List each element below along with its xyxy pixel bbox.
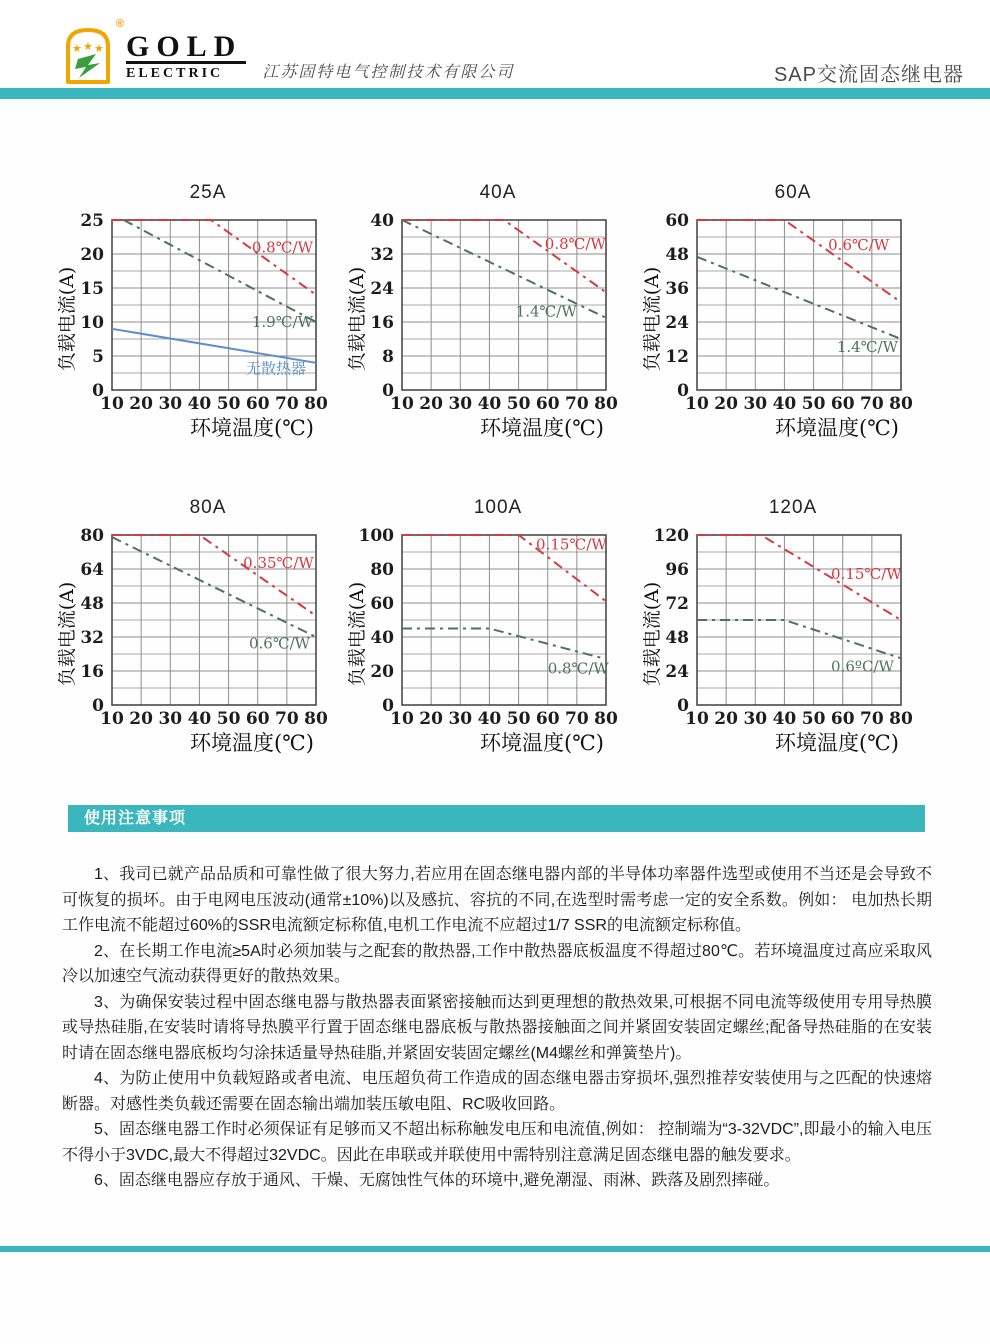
series-label: 1.4℃/W xyxy=(515,302,577,321)
x-tick-label: 30 xyxy=(158,709,183,729)
y-axis-title: 负载电流(A) xyxy=(643,581,663,687)
y-tick-label: 40 xyxy=(370,211,394,231)
y-tick-label: 20 xyxy=(370,662,394,682)
x-tick-label: 50 xyxy=(801,394,826,414)
series-line xyxy=(697,620,901,658)
y-tick-label: 48 xyxy=(665,245,689,265)
y-tick-label: 16 xyxy=(80,662,104,682)
chart-canvas xyxy=(58,206,358,442)
x-tick-label: 70 xyxy=(275,394,299,414)
series-label: 0.8℃/W xyxy=(251,238,313,257)
x-tick-label: 40 xyxy=(477,394,502,414)
derating-chart-60a xyxy=(643,182,943,447)
x-tick-label: 40 xyxy=(187,709,212,729)
note-item-2: 2、在长期工作电流≥5A时必须加装与之配套的散热器,工作中散热器底板温度不得超过80℃。若环境温度过高应采取风冷以加速空气流动获得更好的散热效果。 xyxy=(62,942,932,985)
x-tick-label: 30 xyxy=(158,394,183,414)
x-tick-label: 80 xyxy=(889,394,913,414)
x-axis-title: 环境温度(℃) xyxy=(190,731,314,755)
y-tick-label: 100 xyxy=(358,526,394,546)
y-tick-label: 72 xyxy=(665,594,689,614)
x-tick-label: 80 xyxy=(304,394,328,414)
y-tick-label: 0 xyxy=(92,696,104,716)
series-label: 0.15℃/W xyxy=(536,535,607,554)
x-tick-label: 10 xyxy=(100,394,124,414)
series-line xyxy=(112,220,316,295)
note-item-4: 4、为防止使用中负载短路或者电流、电压超负荷工作造成的固态继电器击穿损坏,强烈推荐安装使用与之匹配的快速熔断器。对感性类负载还需要在固态输出端加装压敏电阻、RC吸收回路。 xyxy=(62,1070,932,1113)
y-tick-label: 40 xyxy=(370,628,394,648)
y-tick-label: 20 xyxy=(80,245,104,265)
y-tick-label: 48 xyxy=(80,594,104,614)
y-axis-title: 负载电流(A) xyxy=(58,266,78,372)
chart-title: 40A xyxy=(479,182,517,203)
y-axis-title: 负载电流(A) xyxy=(58,581,78,687)
x-axis-title: 环境温度(℃) xyxy=(190,416,314,440)
usage-notes-body xyxy=(62,862,932,1194)
x-tick-label: 70 xyxy=(275,709,299,729)
x-axis-title: 环境温度(℃) xyxy=(480,416,604,440)
x-tick-label: 40 xyxy=(477,709,502,729)
series-line xyxy=(112,535,316,616)
y-tick-label: 0 xyxy=(677,381,689,401)
x-tick-label: 30 xyxy=(448,709,473,729)
section-header-usage-notes: 使用注意事项 xyxy=(68,805,925,832)
svg-text:★: ★ xyxy=(83,40,93,53)
x-tick-label: 50 xyxy=(216,709,241,729)
y-tick-label: 120 xyxy=(653,526,689,546)
x-tick-label: 50 xyxy=(216,394,241,414)
y-tick-label: 24 xyxy=(370,279,394,299)
y-tick-label: 12 xyxy=(665,347,689,367)
svg-text:★: ★ xyxy=(72,42,82,55)
x-tick-label: 80 xyxy=(304,709,328,729)
x-tick-label: 10 xyxy=(100,709,124,729)
x-tick-label: 60 xyxy=(245,709,270,729)
y-axis-title: 负载电流(A) xyxy=(348,266,368,372)
gold-electric-logo-icon xyxy=(64,18,124,84)
company-name: 江苏固特电气控制技术有限公司 xyxy=(262,62,515,81)
x-tick-label: 80 xyxy=(594,394,618,414)
y-tick-label: 16 xyxy=(370,313,394,333)
chart-title: 100A xyxy=(473,497,523,518)
x-tick-label: 10 xyxy=(390,709,414,729)
x-tick-label: 40 xyxy=(772,709,797,729)
derating-chart-40a xyxy=(348,182,648,447)
derating-chart-100a xyxy=(348,497,648,762)
note-item-3: 3、为确保安装过程中固态继电器与散热器表面紧密接触而达到更理想的散热效果,可根据不同电流等级使用专用导热膜或导热硅脂,在安装时请将导热膜平行置于固态继电器底板与散热器接触面之间并紧固安装固定螺丝;配备导热硅脂的在安装时请在固态继电器底板均匀涂抹适量导热硅脂,并紧固安装固定螺丝(M4螺丝和弹簧垫片)。 xyxy=(62,993,932,1062)
y-tick-label: 10 xyxy=(80,313,104,333)
y-tick-label: 32 xyxy=(370,245,394,265)
chart-canvas xyxy=(348,206,648,442)
x-tick-label: 60 xyxy=(535,394,560,414)
series-line xyxy=(697,257,901,339)
footer-divider-bar xyxy=(0,1246,990,1252)
chart-canvas xyxy=(58,521,358,757)
series-label: 0.8℃/W xyxy=(544,234,606,253)
y-tick-label: 32 xyxy=(80,628,104,648)
svg-text:★: ★ xyxy=(94,42,104,55)
x-tick-label: 10 xyxy=(685,394,709,414)
series-label: 无散热器 xyxy=(246,359,307,378)
y-axis-title: 负载电流(A) xyxy=(643,266,663,372)
y-tick-label: 24 xyxy=(665,313,689,333)
y-tick-label: 36 xyxy=(665,279,689,299)
x-tick-label: 70 xyxy=(860,709,884,729)
x-tick-label: 20 xyxy=(129,394,153,414)
y-tick-label: 15 xyxy=(80,279,104,299)
y-tick-label: 60 xyxy=(665,211,689,231)
y-tick-label: 48 xyxy=(665,628,689,648)
series-label: 0.6℃/W xyxy=(248,634,311,653)
series-line xyxy=(112,329,316,363)
series-label: 1.4℃/W xyxy=(836,337,898,356)
y-tick-label: 0 xyxy=(92,381,104,401)
product-series-title: SAP交流固态继电器 xyxy=(773,64,964,86)
note-item-6: 6、固态继电器应存放于通风、干燥、无腐蚀性气体的环境中,避免潮湿、雨淋、跌落及剧烈摔碰。 xyxy=(94,1172,780,1189)
series-line xyxy=(402,220,606,292)
x-tick-label: 50 xyxy=(506,394,531,414)
logo-gold-text: GOLD xyxy=(126,33,246,64)
x-tick-label: 20 xyxy=(714,394,738,414)
x-tick-label: 30 xyxy=(743,394,768,414)
y-tick-label: 80 xyxy=(80,526,104,546)
y-tick-label: 5 xyxy=(92,347,104,367)
y-tick-label: 60 xyxy=(370,594,394,614)
chart-title: 60A xyxy=(774,182,812,203)
x-tick-label: 30 xyxy=(448,394,473,414)
x-tick-label: 10 xyxy=(390,394,414,414)
x-tick-label: 80 xyxy=(889,709,913,729)
chart-title: 25A xyxy=(189,182,227,203)
x-axis-title: 环境温度(℃) xyxy=(480,731,604,755)
chart-title: 120A xyxy=(768,497,818,518)
series-label: 0.6ºC/W xyxy=(831,657,894,676)
x-tick-label: 50 xyxy=(801,709,826,729)
series-label: 0.15℃/W xyxy=(831,564,902,583)
y-axis-title: 负载电流(A) xyxy=(348,581,368,687)
chart-title: 80A xyxy=(189,497,227,518)
derating-chart-80a xyxy=(58,497,358,762)
logo-wordmark xyxy=(126,30,246,84)
y-tick-label: 64 xyxy=(80,560,104,580)
note-item-1: 1、我司已就产品品质和可靠性做了很大努力,若应用在固态继电器内部的半导体功率器件选型或使用不当还是会导致不可恢复的损坏。由于电网电压波动(通常±10%)以及感抗、容抗的不同,在选型时需考虑一定的安全系数。例如： 电加热长期工作电流不能超过60%的SSR电流额定标称值,电机工作电流不应超过1/7 SSR的电流额定标称值。 xyxy=(62,866,932,934)
x-tick-label: 60 xyxy=(245,394,270,414)
x-tick-label: 20 xyxy=(419,709,443,729)
y-tick-label: 24 xyxy=(665,662,689,682)
registered-mark: ® xyxy=(115,18,124,30)
y-tick-label: 96 xyxy=(665,560,689,580)
x-tick-label: 20 xyxy=(714,709,738,729)
y-tick-label: 8 xyxy=(382,347,394,367)
series-label: 0.35℃/W xyxy=(243,553,314,572)
y-tick-label: 0 xyxy=(382,696,394,716)
x-axis-title: 环境温度(℃) xyxy=(775,416,899,440)
series-line xyxy=(697,220,901,302)
x-axis-title: 环境温度(℃) xyxy=(775,731,899,755)
header-divider-bar xyxy=(0,88,990,99)
page-header xyxy=(0,0,990,88)
derating-chart-120a xyxy=(643,497,943,762)
x-tick-label: 60 xyxy=(535,709,560,729)
x-tick-label: 30 xyxy=(743,709,768,729)
x-tick-label: 40 xyxy=(187,394,212,414)
note-item-5: 5、固态继电器工作时必须保证有足够而又不超出标称触发电压和电流值,例如： 控制端为“3-32VDC”,即最小的输入电压不得小于3VDC,最大不得超过32VDC。因此在串联或并联使用中需特别注意满足固态继电器的触发要求。 xyxy=(62,1121,932,1164)
chart-canvas xyxy=(348,521,648,757)
series-label: 1.9℃/W xyxy=(251,312,313,331)
chart-canvas xyxy=(643,206,943,442)
x-tick-label: 20 xyxy=(129,709,153,729)
x-tick-label: 60 xyxy=(830,709,855,729)
x-tick-label: 10 xyxy=(685,709,709,729)
x-tick-label: 60 xyxy=(830,394,855,414)
x-tick-label: 40 xyxy=(772,394,797,414)
y-tick-label: 0 xyxy=(677,696,689,716)
x-tick-label: 50 xyxy=(506,709,531,729)
logo-electric-text: ELECTRIC xyxy=(126,66,224,81)
chart-canvas xyxy=(643,521,943,757)
x-tick-label: 80 xyxy=(594,709,618,729)
x-tick-label: 20 xyxy=(419,394,443,414)
derating-chart-25a xyxy=(58,182,358,447)
x-tick-label: 70 xyxy=(860,394,884,414)
company-logo xyxy=(64,18,515,84)
x-tick-label: 70 xyxy=(565,709,589,729)
y-tick-label: 25 xyxy=(80,211,104,231)
series-label: 0.6℃/W xyxy=(828,235,890,254)
series-line xyxy=(402,629,606,660)
x-tick-label: 70 xyxy=(565,394,589,414)
series-label: 0.8℃/W xyxy=(547,659,609,678)
y-tick-label: 80 xyxy=(370,560,394,580)
y-tick-label: 0 xyxy=(382,381,394,401)
